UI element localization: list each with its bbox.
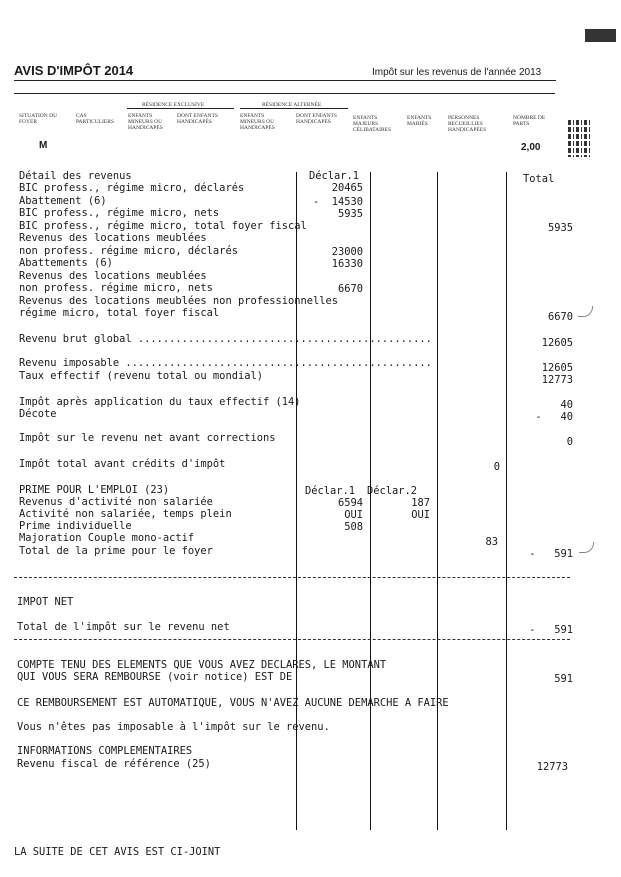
value-revenu-brut-global: 12605 — [541, 337, 573, 349]
line-abattement: Abattement (6) — [19, 195, 107, 207]
col-divider-2 — [370, 172, 371, 830]
situation-value: M — [39, 140, 48, 151]
value-impot-total-avant-credits: 0 — [493, 461, 500, 473]
col-enfants-majeurs: ENFANTS MAJEURS CÉLIBATAIRES — [353, 115, 392, 133]
line-non-profess-nets: non profess. régime micro, nets — [19, 282, 213, 294]
value-impot-net-avant-corrections: 0 — [566, 436, 573, 448]
line-revenus-activite: Revenus d'activité non salariée — [19, 496, 213, 508]
line-activite-temps-plein: Activité non salariée, temps plein — [19, 508, 232, 520]
value-temps-plein-d1: OUI — [344, 509, 363, 521]
value-total-impot-revenu-net: - 591 — [529, 624, 573, 636]
corner-mark — [585, 29, 616, 42]
line-majoration-couple: Majoration Couple mono-actif — [19, 532, 195, 544]
prime-header-declar1: Déclar.1 — [305, 485, 356, 497]
line-locations-non-profess: Revenus des locations meublées non professionnelles — [19, 295, 339, 307]
line-suite-avis: LA SUITE DE CET AVIS EST CI-JOINT — [14, 846, 221, 858]
value-bic-nets: 5935 — [337, 208, 363, 220]
line-remboursement-automatique: CE REMBOURSEMENT EST AUTOMATIQUE, VOUS N'AVEZ AUCUNE DEMARCHE A FAIRE — [17, 697, 449, 709]
value-temps-plein-d2: OUI — [411, 509, 430, 521]
header-total: Total — [523, 173, 555, 185]
header-declar1: Déclar.1 — [309, 170, 360, 182]
col-enfants-mineurs: ENFANTS MINEURS OU HANDICAPÉS — [128, 113, 163, 131]
value-non-profess-nets: 6670 — [337, 283, 363, 295]
value-prime-individuelle: 508 — [344, 521, 363, 533]
col-enfants-mineurs-alt: ENFANTS MINEURS OU HANDICAPÉS — [240, 113, 275, 131]
value-revenus-activite-d1: 6594 — [337, 497, 363, 509]
col-dont-enfants-handicapes-alt: DONT ENFANTS HANDICAPÉS — [296, 113, 337, 125]
line-non-imposable: Vous n'êtes pas imposable à l'impôt sur le revenu. — [17, 721, 330, 733]
line-taux-effectif: Taux effectif (revenu total ou mondial) — [19, 370, 263, 382]
page-title: AVIS D'IMPÔT 2014 — [14, 63, 134, 78]
value-non-profess-declares: 23000 — [331, 246, 363, 258]
line-locations-meublees-1: Revenus des locations meublées — [19, 232, 207, 244]
group-rule-alternee — [240, 108, 348, 109]
dashed-separator — [14, 639, 570, 640]
line-revenu-brut-global: Revenu brut global ............................................... — [19, 333, 432, 345]
col-divider-3 — [437, 172, 438, 830]
line-locations-meublees-2: Revenus des locations meublées — [19, 270, 207, 282]
line-prime-emploi: PRIME POUR L'EMPLOI (23) — [19, 484, 170, 496]
line-rembourse: QUI VOUS SERA REMBOURSE (voir notice) EST DE — [17, 671, 293, 683]
line-bic-nets: BIC profess., régime micro, nets — [19, 207, 220, 219]
group-rule-exclusive — [127, 108, 234, 109]
line-non-profess-declares: non profess. régime micro, déclarés — [19, 245, 238, 257]
line-abattements: Abattements (6) — [19, 257, 113, 269]
line-bic-total-foyer: BIC profess., régime micro, total foyer fiscal — [19, 220, 307, 232]
prime-header-declar2: Déclar.2 — [367, 485, 418, 497]
title-rule — [14, 80, 556, 81]
line-impot-net: IMPOT NET — [17, 596, 74, 608]
line-impot-total-avant-credits: Impôt total avant crédits d'impôt — [19, 458, 226, 470]
line-regime-micro-total: régime micro, total foyer fiscal — [19, 307, 220, 319]
line-informations-complementaires: INFORMATIONS COMPLEMENTAIRES — [17, 745, 193, 757]
header-rule — [14, 93, 555, 94]
value-abattement: - 14530 — [312, 196, 363, 208]
line-total-impot-revenu-net: Total de l'impôt sur le revenu net — [17, 621, 230, 633]
value-revenu-imposable: 12605 — [541, 362, 573, 374]
col-enfants-maries: ENFANTS MARIÉS — [407, 115, 432, 127]
value-abattements: 16330 — [331, 258, 363, 270]
value-rembourse: 591 — [554, 673, 573, 685]
value-bic-declares: 20465 — [331, 182, 363, 194]
line-revenu-fiscal-reference: Revenu fiscal de référence (25) — [17, 758, 211, 770]
line-detail-revenus: Détail des revenus — [19, 170, 132, 182]
value-decote: - 40 — [535, 411, 573, 423]
line-compte-tenu: COMPTE TENU DES ELEMENTS QUE VOUS AVEZ DECLARES, LE MONTANT — [17, 659, 387, 671]
value-taux-effectif: 12773 — [541, 374, 573, 386]
group-residence-alternee: RÉSIDENCE ALTERNÉE — [262, 102, 322, 108]
page-subtitle: Impôt sur les revenus de l'année 2013 — [372, 67, 542, 78]
group-residence-exclusive: RÉSIDENCE EXCLUSIVE — [142, 102, 205, 108]
scan-mark — [579, 542, 594, 553]
col-dont-enfants-handicapes: DONT ENFANTS HANDICAPÉS — [177, 113, 218, 125]
line-total-prime-foyer: Total de la prime pour le foyer — [19, 545, 213, 557]
line-revenu-imposable: Revenu imposable ................................................. — [19, 357, 432, 369]
scan-mark — [578, 306, 593, 317]
line-decote: Décote — [19, 408, 57, 420]
value-bic-total-foyer: 5935 — [547, 222, 573, 234]
col-divider-4 — [506, 172, 507, 830]
line-prime-individuelle: Prime individuelle — [19, 520, 132, 532]
barcode-2d-overlay — [568, 119, 590, 157]
value-majoration-couple: 83 — [485, 536, 498, 548]
col-situation: SITUATION DU FOYER — [19, 113, 58, 125]
col-cas-particuliers: CAS PARTICULIERS — [76, 113, 114, 125]
value-revenus-activite-d2: 187 — [411, 497, 430, 509]
value-regime-micro-total: 6670 — [547, 311, 573, 323]
value-total-prime-foyer: - 591 — [529, 548, 573, 560]
line-impot-net-avant-corrections: Impôt sur le revenu net avant corrections — [19, 432, 276, 444]
col-personnes-recueillies: PERSONNES RECUEILLIES HANDICAPÉES — [448, 115, 487, 133]
value-impot-taux-effectif: 40 — [560, 399, 573, 411]
dashed-separator — [14, 577, 570, 578]
line-bic-declares: BIC profess., régime micro, déclarés — [19, 182, 245, 194]
col-nombre-parts: NOMBRE DE PARTS — [513, 115, 546, 127]
value-revenu-fiscal-reference: 12773 — [536, 761, 568, 773]
line-impot-taux-effectif: Impôt après application du taux effectif (14) — [19, 396, 301, 408]
parts-value: 2,00 — [521, 142, 541, 153]
